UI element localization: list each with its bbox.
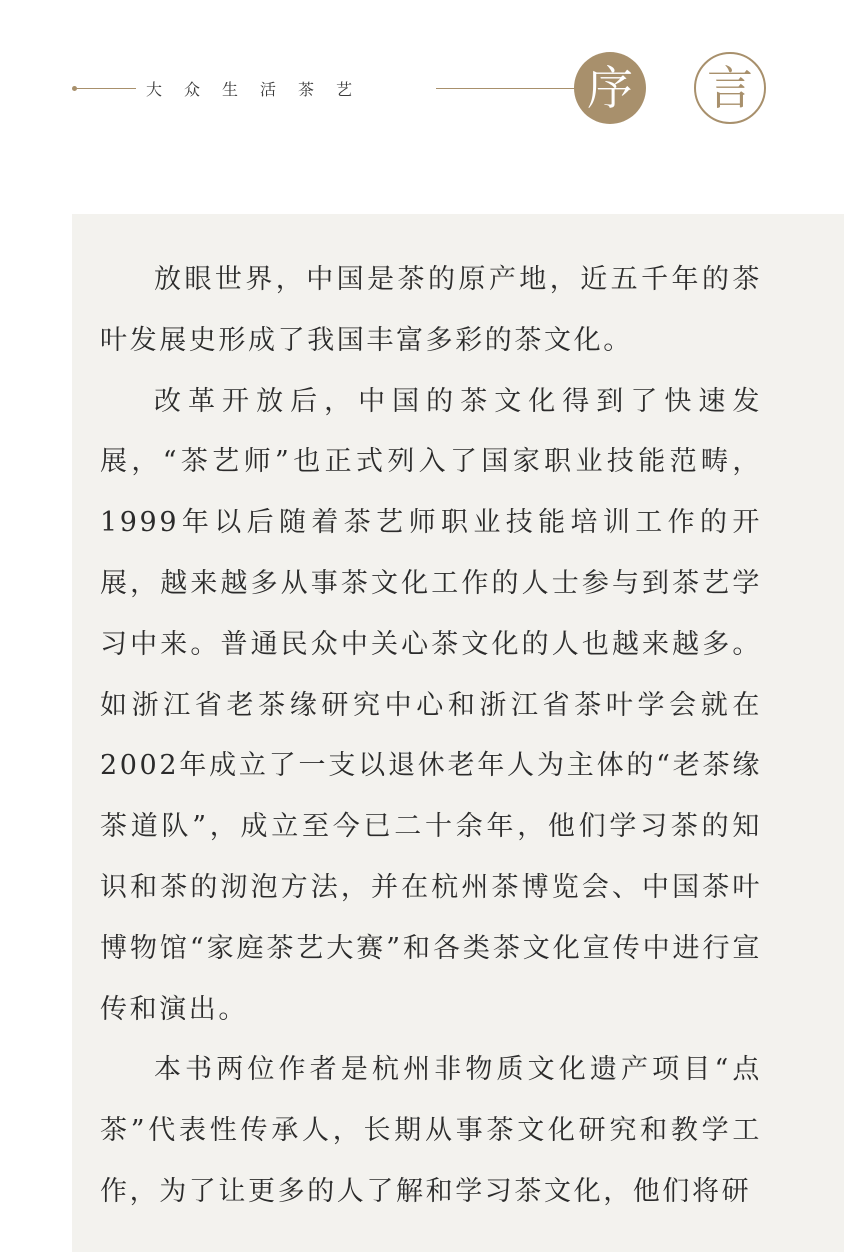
section-title-badge-2: 言 bbox=[694, 52, 766, 124]
series-title: 大众生活茶艺 bbox=[146, 80, 375, 99]
body-text bbox=[100, 250, 762, 1223]
page-header bbox=[0, 0, 844, 150]
paragraph-1: 放眼世界，中国是茶的原产地，近五千年的茶叶发展史形成了我国丰富多彩的茶文化。 bbox=[100, 264, 762, 356]
section-title-badge-1: 序 bbox=[574, 52, 646, 124]
header-rule-left bbox=[76, 88, 136, 89]
header-rule-right bbox=[436, 88, 584, 89]
paragraph-3: 本书两位作者是杭州非物质文化遗产项目“点茶”代表性传承人，长期从事茶文化研究和教学工作，为了让更多的人了解和学习茶文化，他们将研 bbox=[100, 1054, 762, 1207]
paragraph-2: 改革开放后，中国的茶文化得到了快速发展，“茶艺师”也正式列入了国家职业技能范畴，1999年以后随着茶艺师职业技能培训工作的开展，越来越多从事茶文化工作的人士参与到茶艺学习中来。普通民众中关心茶文化的人也越来越多。如浙江省老茶缘研究中心和浙江省茶叶学会就在2002年成立了一支以退休老年人为主体的“老茶缘茶道队”，成立至今已二十余年，他们学习茶的知识和茶的沏泡方法，并在杭州茶博览会、中国茶叶博物馆“家庭茶艺大赛”和各类茶文化宣传中进行宣传和演出。 bbox=[100, 385, 762, 1025]
